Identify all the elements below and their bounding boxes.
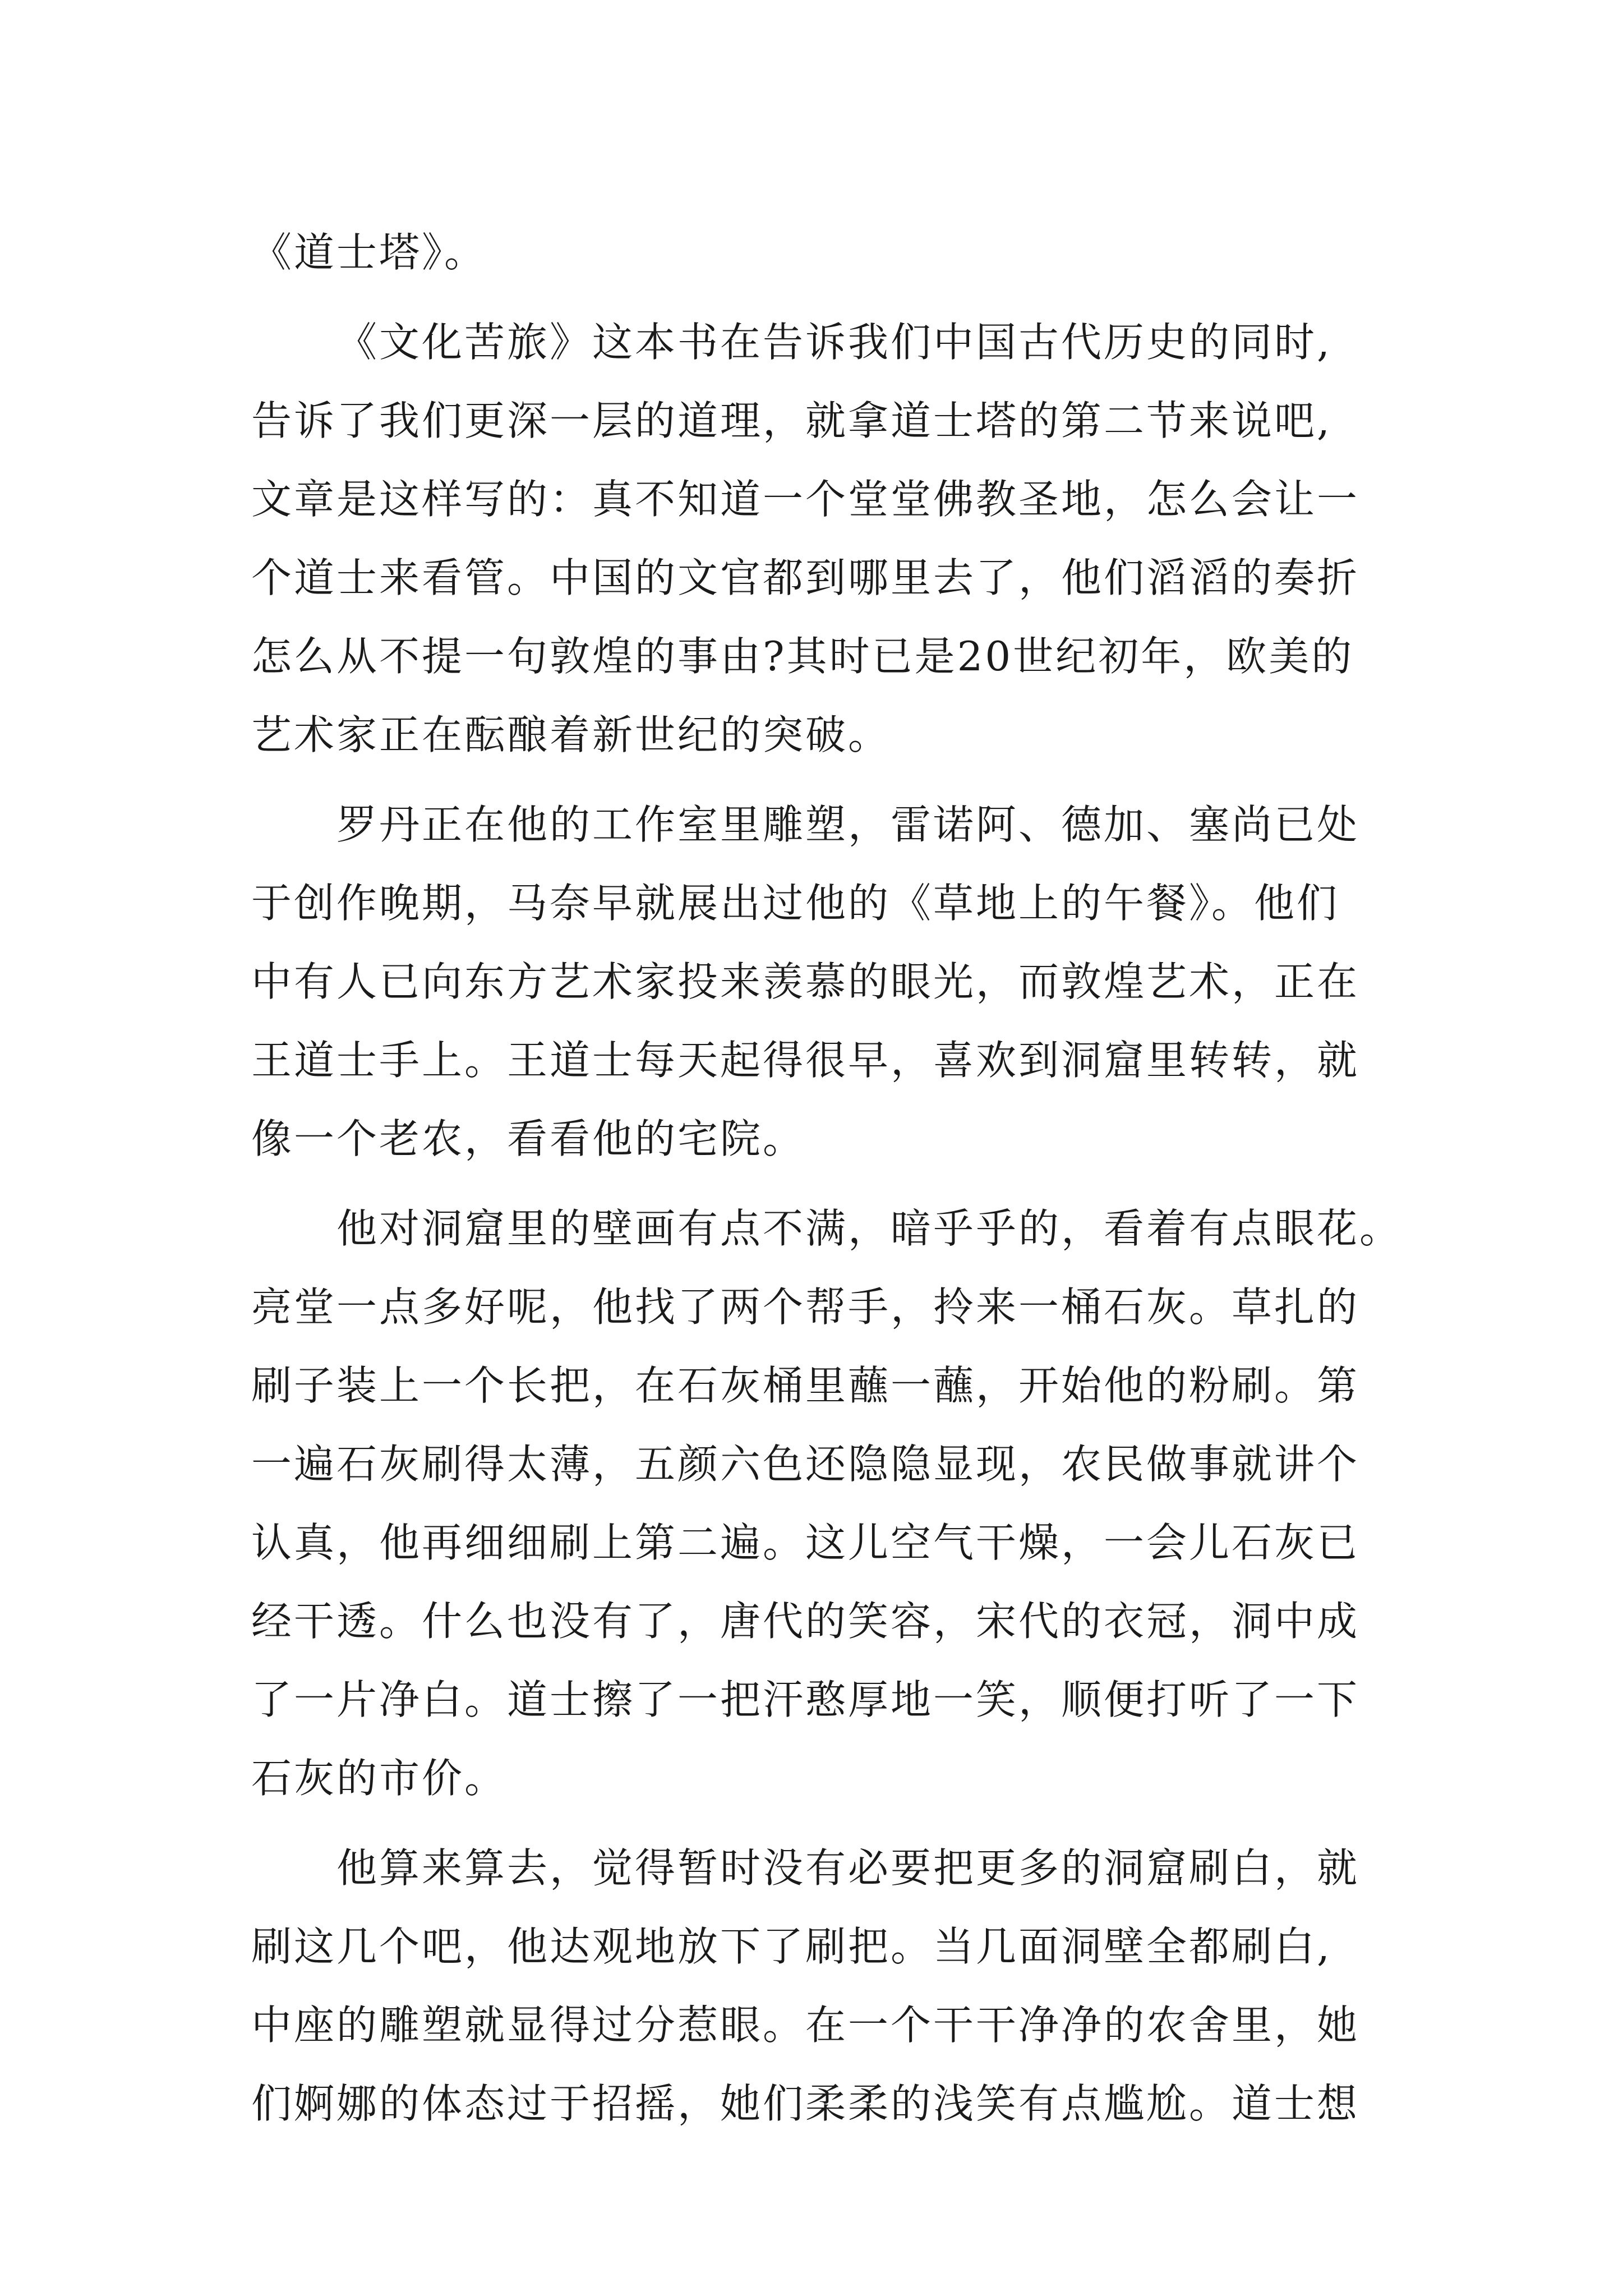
text-line: 了一片净白。道士擦了一把汗憨厚地一笑，顺便打听了一下 — [251, 1676, 1360, 1723]
text-line: 他算来算去，觉得暂时没有必要把更多的洞窟刷白，就 — [336, 1844, 1360, 1892]
text-line: 怎么从不提一句敦煌的事由?其时已是20世纪初年，欧美的 — [251, 633, 1354, 680]
text-line: 中有人已向东方艺术家投来羡慕的眼光，而敦煌艺术，正在 — [251, 958, 1360, 1005]
text-line: 中座的雕塑就显得过分惹眼。在一个干干净净的农舍里，她 — [251, 2001, 1360, 2049]
text-line: 石灰的市价。 — [251, 1755, 508, 1802]
text-line: 刷子装上一个长把，在石灰桶里蘸一蘸，开始他的粉刷。第 — [251, 1362, 1360, 1409]
text-line: 艺术家正在酝酿着新世纪的突破。 — [251, 711, 891, 758]
text-line: 一遍石灰刷得太薄，五颜六色还隐隐显现，农民做事就讲个 — [251, 1441, 1360, 1488]
text-line: 亮堂一点多好呢，他找了两个帮手，拎来一桶石灰。草扎的 — [251, 1283, 1360, 1331]
paragraph-title — [251, 213, 1378, 292]
paragraph-2 — [251, 785, 1378, 1178]
paragraph-4 — [251, 1829, 1378, 2143]
text-line: 像一个老农，看看他的宅院。 — [251, 1115, 806, 1162]
text-line: 于创作晚期，马奈早就展出过他的《草地上的午餐》。他们 — [251, 880, 1340, 927]
text-line: 王道士手上。王道士每天起得很早，喜欢到洞窟里转转，就 — [251, 1037, 1360, 1084]
text-line: 认真，他再细细刷上第二遍。这儿空气干燥，一会儿石灰已 — [251, 1519, 1360, 1566]
text-line: 罗丹正在他的工作室里雕塑，雷诺阿、德加、塞尚已处 — [336, 801, 1360, 848]
text-line: 告诉了我们更深一层的道理，就拿道士塔的第二节来说吧, — [251, 397, 1332, 444]
text-line: 《道士塔》。 — [251, 229, 487, 276]
text-line: 经干透。什么也没有了，唐代的笑容，宋代的衣冠，洞中成 — [251, 1598, 1360, 1645]
paragraph-1 — [251, 303, 1378, 774]
text-line: 刷这几个吧，他达观地放下了刷把。当几面洞壁全都刷白, — [251, 1923, 1332, 1970]
text-line: 文章是这样写的：真不知道一个堂堂佛教圣地，怎么会让一 — [251, 476, 1360, 523]
paragraph-3 — [251, 1189, 1403, 1818]
text-line: 个道士来看管。中国的文官都到哪里去了，他们滔滔的奏折 — [251, 554, 1360, 601]
text-line: 《文化苦旅》这本书在告诉我们中国古代历史的同时, — [336, 319, 1332, 366]
text-line: 他对洞窟里的壁画有点不满，暗乎乎的，看着有点眼花。 — [336, 1205, 1403, 1252]
document-page — [251, 213, 1403, 2143]
text-line: 们婀娜的体态过于招摇，她们柔柔的浅笑有点尴尬。道士想 — [251, 2080, 1360, 2127]
